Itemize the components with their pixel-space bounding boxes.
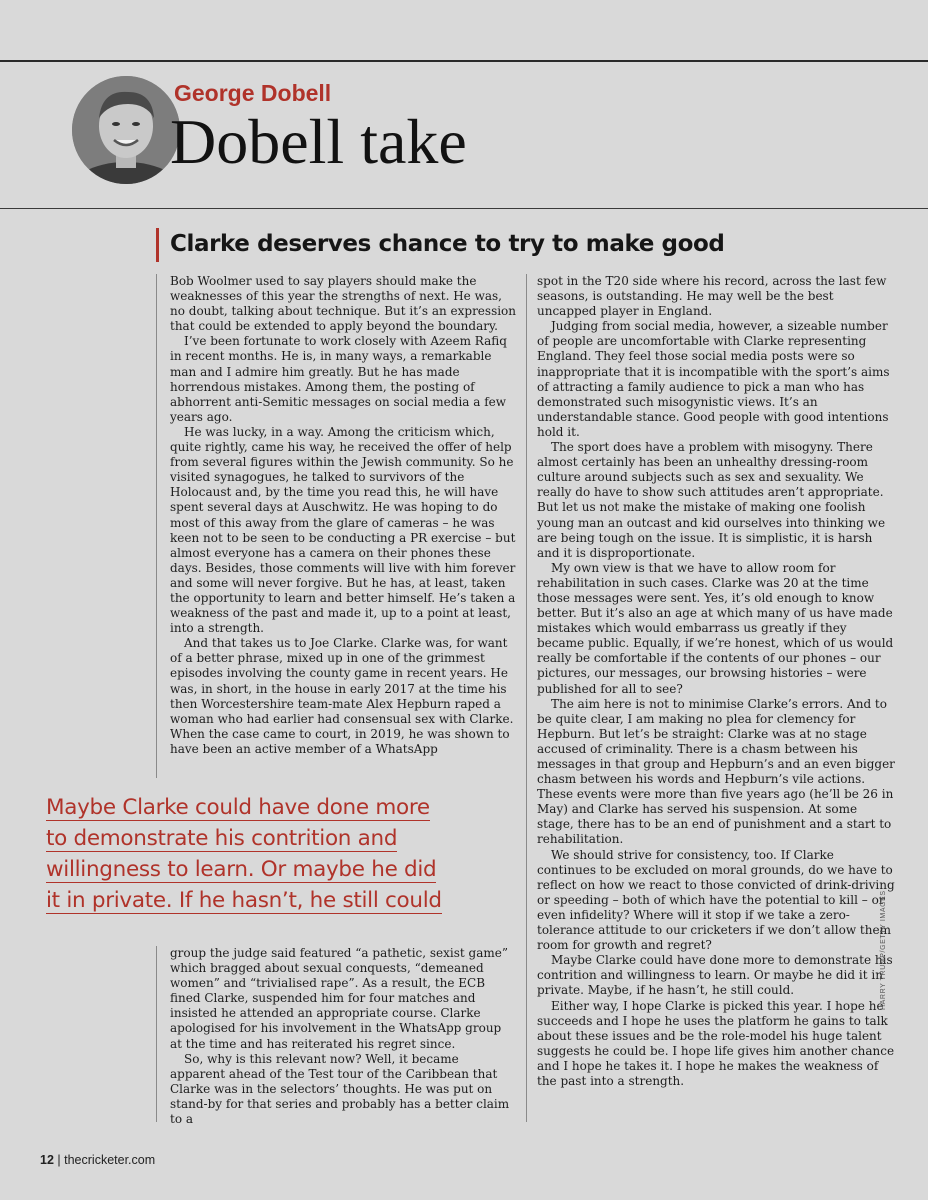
article-column-left-top (170, 274, 517, 757)
pull-quote-line: Maybe Clarke could have done more (46, 795, 430, 820)
paragraph: Maybe Clarke could have done more to demonstrate his contrition and willingness to learn. Or maybe he did it in private. Maybe, if he hasn’t, he still could. (537, 953, 893, 998)
paragraph: spot in the T20 side where his record, across the last few seasons, is outstanding. He may well be the best uncapped player in England. (537, 274, 887, 319)
paragraph: The sport does have a problem with misogyny. There almost certainly has been an unhealthy dressing-room culture around subjects such as sex and sexuality. We really do have to show such attitudes aren’t appropriate. But let us not make the mistake of making one foolish young man an outcast and kid ourselves into thinking we are being tough on the issue. It is simplistic, it is harsh and it is disproportionate. (537, 440, 886, 560)
paragraph: Judging from social media, however, a sizeable number of people are uncomfortable with Clarke representing England. They feel those social media posts were so inappropriate that it is incompatible with the sport’s aims of attracting a family audience to pick a man who has demonstrated such misogynistic views. It’s an understandable stance. Good people with good intentions hold it. (537, 319, 890, 439)
article-column-right (537, 274, 895, 1089)
author-name: George Dobell (174, 80, 332, 106)
paragraph: My own view is that we have to allow room for rehabilitation in such cases. Clarke was 20 at the time those messages were sent. Yes, it’s old enough to know better. But it’s also an age at which many of us have made mistakes which would embarrass us greatly if they became public. Equally, if we’re honest, which of us would really be comfortable if the contents of our phones – our pictures, our messages, our browsing histories – were published for all to see? (537, 560, 894, 696)
column-title: Dobell take (170, 106, 467, 177)
footer-site: thecricketer.com (64, 1153, 156, 1167)
paragraph: I’ve been fortunate to work closely with Azeem Rafiq in recent months. He is, in many ways, a remarkable man and I admire him greatly. But he has made horrendous mistakes. Among them, the posting of abhorrent anti-Semitic messages on social media a few years ago. (170, 334, 507, 424)
paragraph: So, why is this relevant now? Well, it became apparent ahead of the Test tour of the Caribbean that Clarke was in the selectors’ thoughts. He was put on stand-by for that series and probably has a better claim to a (170, 1051, 510, 1127)
page-footer (40, 1153, 155, 1167)
pull-quote-line: to demonstrate his contrition and (46, 826, 398, 851)
paragraph: He was lucky, in a way. Among the criticism which, quite rightly, came his way, he received the offer of help from several figures within the Jewish community. So he visited synagogues, he talked to survivors of the Holocaust and, by the time you read this, he will have spent several days at Auschwitz. He was hoping to do most of this away from the glare of cameras – he was keen not to be seen to be conducting a PR exercise – but almost everyone has a camera on their phones these days. Besides, those comments will live with him forever and some will never forgive. But he has, at least, taken the opportunity to learn and better himself. He’s taken a weakness of the past and made it, up to a point at least, into a strength. (170, 424, 516, 636)
photo-credit: HARRY TRUMP/GETTY IMAGES (880, 890, 887, 1010)
pull-quote-line: willingness to learn. Or maybe he did (46, 857, 437, 882)
top-rule (0, 60, 928, 62)
paragraph: Bob Woolmer used to say players should make the weaknesses of this year the strengths of next. He was, no doubt, talking about technique. But it’s an expression that could be extended to apply beyond the boundary. (170, 274, 517, 334)
article-headline: Clarke deserves chance to try to make good (170, 231, 725, 257)
paragraph: Either way, I hope Clarke is picked this year. I hope he succeeds and I hope he uses the platform he gains to talk about these issues and be the role-model his huge talent suggests he could be. I hope life gives him another chance and I hope he takes it. I hope he makes the weakness of the past into a strength. (537, 998, 895, 1088)
article-column-left-bottom (170, 946, 517, 1127)
column-rule-middle (526, 274, 527, 1122)
paragraph: group the judge said featured “a pathetic, sexist game” which bragged about sexual conquests, “demeaned women” and “trivialised rape”. As a result, the ECB fined Clarke, suspended him for four matches and insisted he attended an appropriate course. Clarke apologised for his involvement in the WhatsApp group at the time and has reiterated his regret since. (170, 946, 509, 1051)
section-rule (0, 208, 928, 209)
pull-quote-line: it in private. If he hasn’t, he still could (46, 888, 442, 913)
author-avatar (72, 76, 180, 184)
footer-separator: | (57, 1153, 61, 1167)
page-number: 12 (40, 1153, 54, 1167)
pull-quote (46, 792, 516, 916)
paragraph: We should strive for consistency, too. If Clarke continues to be excluded on moral grounds, do we have to reflect on how we react to those convicted of drink-driving or speeding – both of which have the potential to kill – or even infidelity? Where will it stop if we take a zero-tolerance attitude to our cricketers if we don’t allow them room for growth and regret? (537, 847, 895, 953)
column-rule-left-bottom (156, 946, 157, 1122)
column-rule-left-top (156, 274, 157, 778)
paragraph: The aim here is not to minimise Clarke’s errors. And to be quite clear, I am making no plea for clemency for Hepburn. But let’s be straight: Clarke was at no stage accused of criminality. There is a chasm between his messages in that group and Hepburn’s and an even bigger chasm between his words and Hepburn’s vile actions. These events were more than five years ago (he’ll be 26 in May) and Clarke has served his suspension. At some stage, there has to be an end of punishment and a start to rehabilitation. (537, 696, 895, 847)
paragraph: And that takes us to Joe Clarke. Clarke was, for want of a better phrase, mixed up in one of the grimmest episodes involving the county game in recent years. He was, in short, in the house in early 2017 at the time his then Worcestershire team-mate Alex Hepburn raped a woman who had earlier had consensual sex with Clarke. When the case came to court, in 2019, he was shown to have been an active member of a WhatsApp (170, 636, 514, 756)
headline-accent-bar (156, 228, 159, 262)
